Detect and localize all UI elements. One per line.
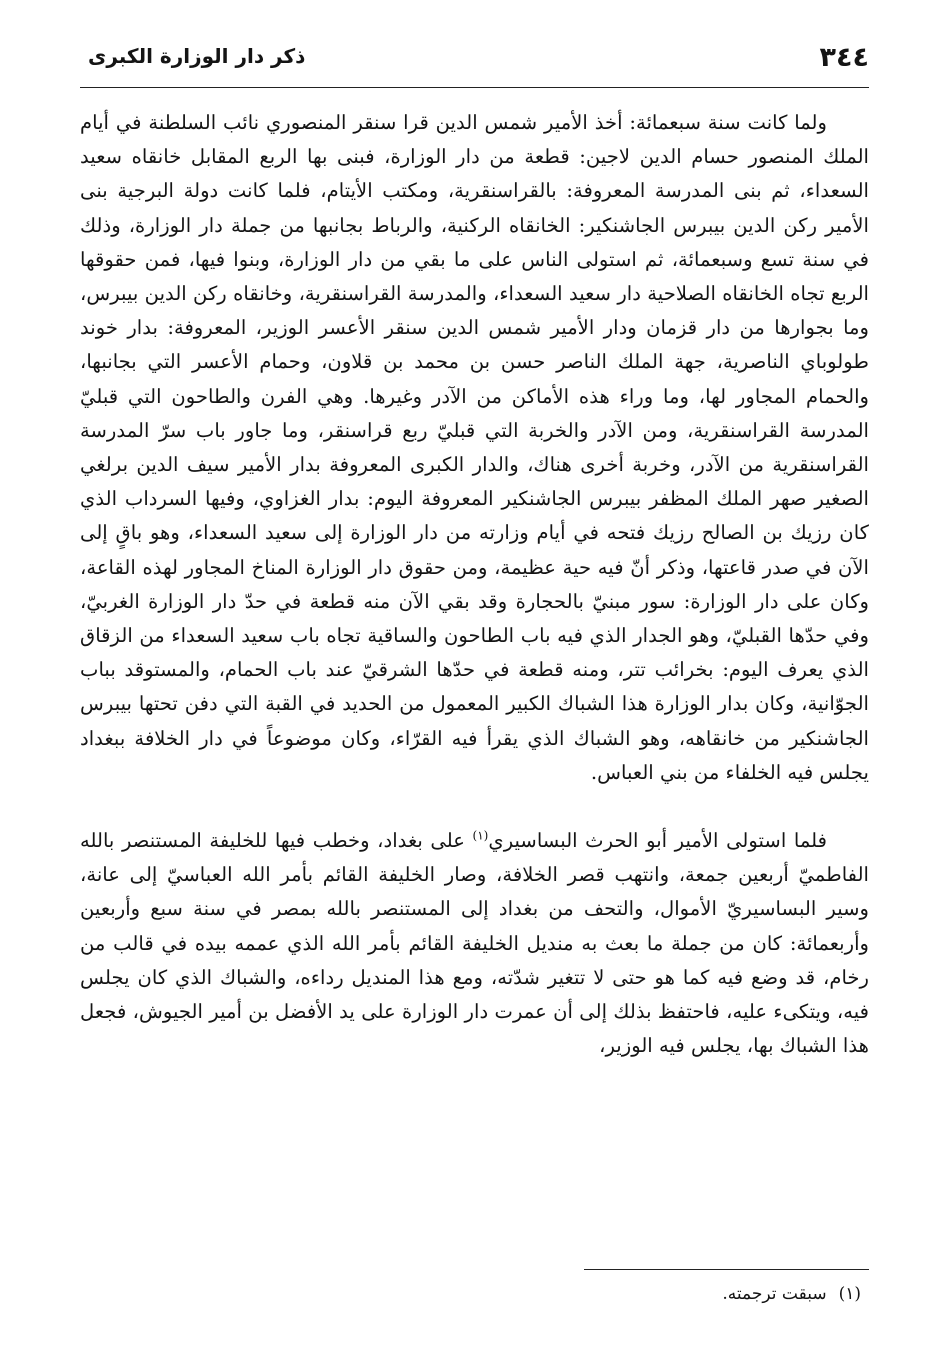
running-head xyxy=(88,36,869,84)
header-divider xyxy=(80,87,869,88)
paragraph xyxy=(80,824,869,1063)
footnote-text: سبقت ترجمته. xyxy=(722,1284,827,1304)
footnote xyxy=(722,1281,861,1307)
main-text xyxy=(80,106,869,1063)
page-number: ٣٤٤ xyxy=(819,42,869,73)
footnote-marker: (١) xyxy=(838,1284,861,1304)
footnote-divider xyxy=(584,1269,869,1270)
paragraph-text: فلما استولى الأمير أبو الحرث البساسيري xyxy=(488,829,827,853)
paragraph: ولما كانت سنة سبعمائة: أخذ الأمير شمس الدين قرا سنقر المنصوري نائب السلطنة في أيام الملك المنصور حسام الدين لاجين: قطعة من دار الوزارة، فبنى بها الربع المقابل خانقاه سعيد السعداء، ثم بنى المدرسة المعروفة: بالقراسنقرية، ومكتب الأيتام، فلما كانت دولة البرجية بنى الأمير ركن الدين بيبرس الجاشنكير: الخانقاه الركنية، والرباط بجانبها من جملة دار الوزارة، وذلك في سنة تسع وسبعمائة، ثم استولى الناس على ما بقي من دار الوزارة، وبنوا فيها، فمن حقوقها الربع تجاه الخانقاه الصلاحية دار سعيد السعداء، والمدرسة القراسنقرية، وخانقاه ركن الدين بيبرس، وما بجوارها من دار قزمان ودار الأمير شمس الدين سنقر الأعسر الوزير، المعروفة: بدار خوند طولوباي الناصرية، جهة الملك الناصر حسن بن محمد بن قلاون، وحمام الأعسر التي بجانبها، والحمام المجاور لها، وما وراء هذه الأماكن من الآدر وغيرها. وهي الفرن والطاحون التي قبليّ المدرسة القراسنقرية، ومن الآدر والخربة التي قبليّ ربع قراسنقر، وما جاور باب سرّ المدرسة القراسنقرية من الآدر، وخربة أخرى هناك، والدار الكبرى المعروفة بدار الأمير سيف الدين برلغي الصغير صهر الملك المظفر بيبرس الجاشنكير المعروفة اليوم: بدار الغزاوي، وفيها السرداب الذي كان رزيك بن الصالح رزيك فتحه في أيام وزارته من دار الوزارة إلى سعيد السعداء، وهو باقٍ إلى الآن في صدر قاعتها، وذكر أنّ فيه حية عظيمة، ومن حقوق دار الوزارة المناخ المجاور لهذه القاعة، وكان على دار الوزارة: سور مبنيّ بالحجارة وقد بقي الآن منه قطعة في حدّ دار الوزارة الغربيّ، وفي حدّها القبليّ، وهو الجدار الذي فيه باب الطاحون والساقية تجاه باب سعيد السعداء من الزقاق الذي يعرف اليوم: بخرائب تتر، ومنه قطعة في حدّها الشرقيّ عند باب الحمام، والمستوقد بباب الجوّانية، وكان بدار الوزارة هذا الشباك الكبير المعمول من الحديد في القبة التي دفن تحتها بيبرس الجاشنكير من خانقاهه، وهو الشباك الذي يقرأ فيه القرّاء، وكان موضوعاً في دار الخلافة ببغداد يجلس فيه الخلفاء من بني العباس. xyxy=(80,111,869,784)
paragraph-text: على بغداد، وخطب فيها للخليفة المستنصر بالله الفاطميّ أربعين جمعة، وانتهب قصر الخلافة، وصار الخليفة القائم بأمر الله العباسيّ إلى عانة، وسير البساسيريّ الأموال، والتحف من بغداد إلى المستنصر بالله بمصر في سنة سبع وأربعين وأربعمائة: كان من جملة ما بعث به منديل الخليفة القائم بأمر الله الذي عممه بيده في قالب من رخام، قد وضع فيه كما هو حتى لا تتغير شدّته، ومع هذا المنديل رداءه، والشباك الذي كان يجلس فيه، ويتكىء عليه، فاحتفظ بذلك إلى أن عمرت دار الوزارة على يد الأفضل بن أمير الجيوش، فجعل هذا الشباك بها، يجلس فيه الوزير، xyxy=(80,829,869,1058)
footnote-reference[interactable]: (١) xyxy=(472,828,489,843)
running-title: ذكر دار الوزارة الكبرى xyxy=(88,44,306,68)
